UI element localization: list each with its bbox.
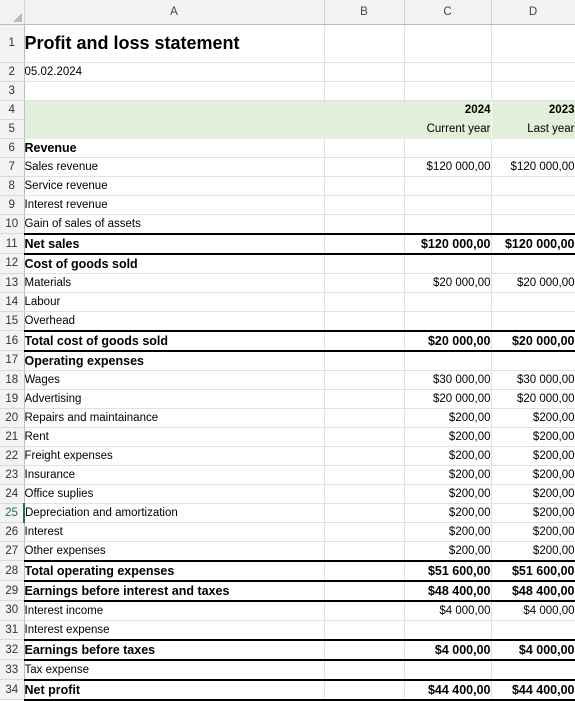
current-year-header[interactable]: 2024 <box>404 100 491 119</box>
table-row <box>0 484 575 503</box>
line-item-label[interactable]: Service revenue <box>24 176 324 195</box>
row-header[interactable]: 31 <box>0 620 24 640</box>
row-header[interactable]: 6 <box>0 138 24 157</box>
table-row <box>0 581 575 601</box>
table-row <box>0 541 575 561</box>
row-header[interactable]: 15 <box>0 311 24 331</box>
cell[interactable] <box>324 541 404 561</box>
row-header[interactable]: 34 <box>0 680 24 700</box>
last-year-value[interactable]: $200,00 <box>491 465 575 484</box>
line-item-label[interactable]: Total operating expenses <box>24 561 324 581</box>
row-header[interactable]: 29 <box>0 581 24 601</box>
current-year-value[interactable] <box>404 311 491 331</box>
cell[interactable] <box>324 522 404 541</box>
cell[interactable] <box>324 446 404 465</box>
cell[interactable] <box>324 408 404 427</box>
table-row <box>0 24 575 62</box>
current-year-value[interactable]: $4 000,00 <box>404 601 491 621</box>
current-year-value[interactable]: $200,00 <box>404 541 491 561</box>
row-header[interactable]: 18 <box>0 370 24 389</box>
cell[interactable] <box>491 24 575 62</box>
last-year-value[interactable]: $200,00 <box>491 522 575 541</box>
line-item-label[interactable]: Freight expenses <box>24 446 324 465</box>
row-header[interactable]: 7 <box>0 157 24 176</box>
table-row <box>0 408 575 427</box>
last-year-value[interactable]: $200,00 <box>491 541 575 561</box>
cell[interactable] <box>491 81 575 100</box>
line-item-label[interactable]: Net profit <box>24 680 324 700</box>
row-header[interactable]: 27 <box>0 541 24 561</box>
table-row <box>0 446 575 465</box>
cell[interactable] <box>324 427 404 446</box>
cell[interactable] <box>24 81 324 100</box>
current-year-value[interactable]: $200,00 <box>404 522 491 541</box>
line-item-label[interactable]: Insurance <box>24 465 324 484</box>
current-year-value[interactable] <box>404 195 491 214</box>
cell[interactable] <box>404 62 491 81</box>
table-row <box>0 522 575 541</box>
cell[interactable] <box>324 620 404 640</box>
current-year-value[interactable] <box>404 620 491 640</box>
cell[interactable] <box>324 660 404 680</box>
line-item-label[interactable]: Rent <box>24 427 324 446</box>
current-year-value[interactable]: $200,00 <box>404 503 491 522</box>
last-year-label[interactable]: Last year <box>491 119 575 138</box>
row-header[interactable]: 4 <box>0 100 24 119</box>
line-item-label[interactable]: Tax expense <box>24 660 324 680</box>
cell[interactable] <box>324 561 404 581</box>
table-row <box>0 254 575 274</box>
current-year-label[interactable]: Current year <box>404 119 491 138</box>
column-header-c[interactable]: C <box>404 0 491 24</box>
cell[interactable] <box>324 484 404 503</box>
current-year-value[interactable]: $200,00 <box>404 465 491 484</box>
table-row <box>0 680 575 700</box>
current-year-value[interactable]: $30 000,00 <box>404 370 491 389</box>
cell[interactable] <box>324 214 404 234</box>
current-year-value[interactable]: $20 000,00 <box>404 331 491 351</box>
line-item-label[interactable]: Total cost of goods sold <box>24 331 324 351</box>
line-item-label[interactable]: Repairs and maintainance <box>24 408 324 427</box>
table-row <box>0 351 575 371</box>
table-row <box>0 273 575 292</box>
statement-title[interactable]: Profit and loss statement <box>24 24 324 62</box>
last-year-value[interactable] <box>491 138 575 157</box>
table-row <box>0 157 575 176</box>
last-year-value[interactable]: $200,00 <box>491 446 575 465</box>
line-item-label[interactable]: Earnings before taxes <box>24 640 324 660</box>
table-row <box>0 331 575 351</box>
cell[interactable] <box>324 100 404 119</box>
current-year-value[interactable]: $44 400,00 <box>404 680 491 700</box>
last-year-value[interactable] <box>491 351 575 371</box>
current-year-value[interactable]: $51 600,00 <box>404 561 491 581</box>
last-year-value[interactable] <box>491 660 575 680</box>
last-year-value[interactable] <box>491 292 575 311</box>
table-row <box>0 465 575 484</box>
cell[interactable] <box>324 370 404 389</box>
table-row <box>0 81 575 100</box>
line-item-label[interactable]: Office suplies <box>24 484 324 503</box>
current-year-value[interactable] <box>404 351 491 371</box>
table-row <box>0 370 575 389</box>
row-header[interactable]: 32 <box>0 640 24 660</box>
line-item-label[interactable]: Wages <box>24 370 324 389</box>
row-header[interactable]: 17 <box>0 351 24 371</box>
line-item-label[interactable]: Interest <box>24 522 324 541</box>
current-year-value[interactable]: $200,00 <box>404 427 491 446</box>
table-row <box>0 640 575 660</box>
cell[interactable] <box>324 273 404 292</box>
table-row <box>0 561 575 581</box>
last-year-value[interactable]: $20 000,00 <box>491 331 575 351</box>
line-item-label[interactable]: Interest revenue <box>24 195 324 214</box>
line-item-label[interactable]: Materials <box>24 273 324 292</box>
current-year-value[interactable]: $200,00 <box>404 408 491 427</box>
last-year-value[interactable]: $200,00 <box>491 484 575 503</box>
cell[interactable] <box>324 503 404 522</box>
row-header[interactable]: 20 <box>0 408 24 427</box>
row-header[interactable]: 13 <box>0 273 24 292</box>
last-year-value[interactable]: $51 600,00 <box>491 561 575 581</box>
statement-date[interactable]: 05.02.2024 <box>24 62 324 81</box>
last-year-value[interactable]: $20 000,00 <box>491 389 575 408</box>
row-header[interactable]: 28 <box>0 561 24 581</box>
table-row <box>0 601 575 621</box>
row-header[interactable]: 3 <box>0 81 24 100</box>
cell[interactable] <box>324 119 404 138</box>
row-header[interactable]: 12 <box>0 254 24 274</box>
current-year-value[interactable] <box>404 254 491 274</box>
last-year-value[interactable] <box>491 214 575 234</box>
column-header-row <box>0 0 575 24</box>
cell[interactable] <box>324 465 404 484</box>
table-row <box>0 620 575 640</box>
row-header[interactable]: 5 <box>0 119 24 138</box>
line-item-label[interactable]: Operating expenses <box>24 351 324 371</box>
cell[interactable] <box>324 138 404 157</box>
current-year-value[interactable]: $120 000,00 <box>404 234 491 254</box>
current-year-value[interactable]: $4 000,00 <box>404 640 491 660</box>
line-item-label[interactable]: Earnings before interest and taxes <box>24 581 324 601</box>
table-row <box>0 195 575 214</box>
line-item-label[interactable]: Labour <box>24 292 324 311</box>
last-year-value[interactable]: $120 000,00 <box>491 234 575 254</box>
cell[interactable] <box>324 24 404 62</box>
cell[interactable] <box>324 157 404 176</box>
table-row <box>0 427 575 446</box>
table-row <box>0 292 575 311</box>
line-item-label[interactable]: Depreciation and amortization <box>24 503 324 522</box>
row-header-selected[interactable]: 25 <box>0 503 24 522</box>
table-row <box>0 62 575 81</box>
cell[interactable] <box>324 176 404 195</box>
row-header[interactable]: 24 <box>0 484 24 503</box>
table-row <box>0 119 575 138</box>
last-year-value[interactable] <box>491 195 575 214</box>
last-year-value[interactable]: $48 400,00 <box>491 581 575 601</box>
row-header[interactable]: 22 <box>0 446 24 465</box>
current-year-value[interactable]: $200,00 <box>404 484 491 503</box>
current-year-value[interactable] <box>404 292 491 311</box>
select-all-corner[interactable] <box>0 0 24 24</box>
cell[interactable] <box>24 100 324 119</box>
last-year-value[interactable] <box>491 176 575 195</box>
table-row <box>0 100 575 119</box>
row-header[interactable]: 9 <box>0 195 24 214</box>
current-year-value[interactable]: $20 000,00 <box>404 273 491 292</box>
table-row <box>0 311 575 331</box>
row-header[interactable]: 1 <box>0 24 24 62</box>
table-row <box>0 660 575 680</box>
last-year-value[interactable] <box>491 311 575 331</box>
line-item-label[interactable]: Gain of sales of assets <box>24 214 324 234</box>
cell[interactable] <box>324 601 404 621</box>
line-item-label[interactable]: Other expenses <box>24 541 324 561</box>
row-header[interactable]: 21 <box>0 427 24 446</box>
row-header[interactable]: 8 <box>0 176 24 195</box>
line-item-label[interactable]: Sales revenue <box>24 157 324 176</box>
row-header[interactable]: 19 <box>0 389 24 408</box>
cell[interactable] <box>324 680 404 700</box>
row-header[interactable]: 30 <box>0 601 24 621</box>
table-row <box>0 176 575 195</box>
line-item-label[interactable]: Interest income <box>24 601 324 621</box>
cell[interactable] <box>324 62 404 81</box>
cell[interactable] <box>324 254 404 274</box>
row-header[interactable]: 23 <box>0 465 24 484</box>
cell[interactable] <box>324 311 404 331</box>
current-year-value[interactable] <box>404 660 491 680</box>
current-year-value[interactable]: $200,00 <box>404 446 491 465</box>
last-year-value[interactable]: $120 000,00 <box>491 157 575 176</box>
cell[interactable] <box>324 195 404 214</box>
row-header[interactable]: 2 <box>0 62 24 81</box>
last-year-value[interactable]: $4 000,00 <box>491 601 575 621</box>
cell[interactable] <box>324 292 404 311</box>
cell[interactable] <box>324 640 404 660</box>
row-header[interactable]: 11 <box>0 234 24 254</box>
last-year-value[interactable]: $4 000,00 <box>491 640 575 660</box>
current-year-value[interactable] <box>404 214 491 234</box>
cell[interactable] <box>491 62 575 81</box>
line-item-label[interactable]: Net sales <box>24 234 324 254</box>
table-row <box>0 234 575 254</box>
row-header[interactable]: 14 <box>0 292 24 311</box>
row-header[interactable]: 33 <box>0 660 24 680</box>
cell[interactable] <box>24 119 324 138</box>
column-header-d[interactable]: D <box>491 0 575 24</box>
cell[interactable] <box>404 24 491 62</box>
last-year-value[interactable]: $30 000,00 <box>491 370 575 389</box>
last-year-value[interactable]: $200,00 <box>491 408 575 427</box>
current-year-value[interactable]: $20 000,00 <box>404 389 491 408</box>
line-item-label[interactable]: Overhead <box>24 311 324 331</box>
current-year-value[interactable] <box>404 138 491 157</box>
column-header-a[interactable]: A <box>24 0 324 24</box>
cell[interactable] <box>324 389 404 408</box>
last-year-value[interactable]: $200,00 <box>491 427 575 446</box>
current-year-value[interactable]: $120 000,00 <box>404 157 491 176</box>
table-row <box>0 214 575 234</box>
last-year-value[interactable] <box>491 620 575 640</box>
line-item-label[interactable]: Advertising <box>24 389 324 408</box>
table-row <box>0 389 575 408</box>
select-all-triangle-icon <box>13 13 22 22</box>
last-year-header[interactable]: 2023 <box>491 100 575 119</box>
cell[interactable] <box>324 351 404 371</box>
cell[interactable] <box>324 234 404 254</box>
cell[interactable] <box>404 81 491 100</box>
line-item-label[interactable]: Cost of goods sold <box>24 254 324 274</box>
cell[interactable] <box>324 81 404 100</box>
table-row <box>0 503 575 522</box>
column-header-b[interactable]: B <box>324 0 404 24</box>
cell[interactable] <box>324 331 404 351</box>
table-row <box>0 138 575 157</box>
line-item-label[interactable]: Revenue <box>24 138 324 157</box>
last-year-value[interactable]: $44 400,00 <box>491 680 575 700</box>
row-header[interactable]: 26 <box>0 522 24 541</box>
row-header[interactable]: 16 <box>0 331 24 351</box>
row-header[interactable]: 10 <box>0 214 24 234</box>
last-year-value[interactable]: $20 000,00 <box>491 273 575 292</box>
current-year-value[interactable]: $48 400,00 <box>404 581 491 601</box>
last-year-value[interactable]: $200,00 <box>491 503 575 522</box>
line-item-label[interactable]: Interest expense <box>24 620 324 640</box>
cell[interactable] <box>324 581 404 601</box>
last-year-value[interactable] <box>491 254 575 274</box>
current-year-value[interactable] <box>404 176 491 195</box>
